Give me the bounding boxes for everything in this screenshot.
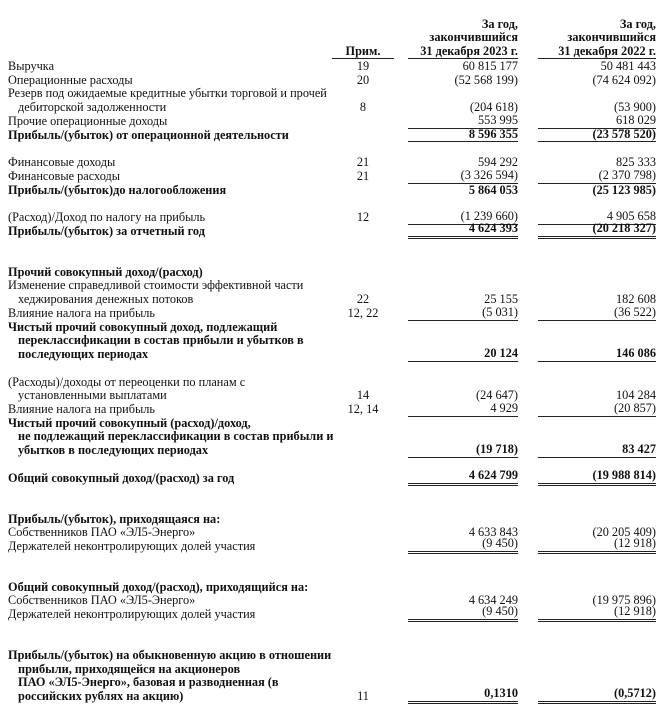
- value-2023: (9 450): [408, 605, 518, 622]
- row-remeasure-tax: [8, 403, 658, 417]
- spacer: [8, 486, 658, 513]
- spacer: [8, 142, 658, 156]
- value-2023: (9 450): [408, 537, 518, 554]
- row-oci-reclass: [8, 321, 658, 362]
- label-line: Изменение справедливой стоимости эффективной части: [8, 278, 304, 293]
- label-line: прибыли, приходящейся на акционеров: [18, 661, 241, 676]
- value-2022: (0,5712): [538, 687, 656, 704]
- value-2023: 4 929: [408, 402, 518, 417]
- row-oci-title: [8, 266, 658, 280]
- row-label: [8, 87, 338, 114]
- header-2023: [408, 18, 518, 60]
- value-2023: 594 292: [478, 155, 518, 170]
- row-label: Держателей неконтролирующих долей участия: [8, 607, 256, 622]
- label-line: убытков в последующих периодах: [18, 443, 209, 458]
- spacer: [8, 554, 658, 581]
- label-line: Прибыль/(убыток) на обыкновенную акцию в отношении: [8, 647, 332, 662]
- label-line: последующих периодах: [18, 346, 149, 361]
- value-2023: 4 624 393: [408, 222, 518, 239]
- header-2022: [538, 18, 656, 60]
- row-note: 14: [356, 388, 370, 403]
- row-label: Финансовые расходы: [8, 168, 121, 183]
- row-label: Держателей неконтролирующих долей участия: [8, 538, 256, 553]
- row-note: 12, 22: [347, 305, 379, 320]
- value-2022: (74 624 092): [592, 72, 656, 87]
- row-label: Влияние налога на прибыль: [8, 305, 155, 320]
- row-label: Операционные расходы: [8, 72, 133, 87]
- value-2023: 4 634 249: [468, 593, 518, 608]
- label-line: Чистый прочий совокупный доход, подлежащий: [8, 319, 278, 334]
- value-2023: 5 864 053: [468, 182, 518, 197]
- value-2022: (2 370 798): [538, 169, 656, 184]
- value-2022: 83 427: [538, 443, 656, 458]
- label-line: дебиторской задолженности: [18, 100, 167, 115]
- row-total-ci: [8, 467, 658, 486]
- spacer: [8, 197, 658, 211]
- row-note: 12, 14: [347, 402, 379, 417]
- section-title: Общий совокупный доход/(расход), приходящийся на:: [8, 579, 309, 594]
- row-op-profit: [8, 126, 658, 143]
- value-2022: (19 988 814): [538, 469, 656, 486]
- row-label: Собственников ПАО «ЭЛ5-Энерго»: [8, 525, 196, 540]
- row-label: Собственников ПАО «ЭЛ5-Энерго»: [8, 593, 196, 608]
- row-note: 11: [357, 688, 369, 703]
- row-note: 19: [356, 59, 370, 73]
- spacer: [8, 362, 658, 376]
- row-note: 20: [356, 72, 370, 87]
- row-profit-nci: [8, 535, 658, 554]
- row-eps: [8, 649, 658, 704]
- row-label: [8, 279, 338, 306]
- header-2023-line3: 31 декабря 2023 г.: [420, 43, 518, 58]
- value-2023: 4 624 799: [408, 469, 518, 486]
- label-line: (Расходы)/доходы от переоценки по планам с: [8, 374, 246, 389]
- header-2023-line1: За год,: [481, 16, 518, 31]
- header-note: Прим.: [332, 45, 394, 60]
- value-2023: (3 326 594): [408, 169, 518, 184]
- row-opex: [8, 74, 658, 88]
- value-2022: 146 086: [538, 347, 656, 362]
- row-note: 22: [356, 292, 370, 307]
- value-2022: (36 522): [538, 306, 656, 321]
- spacer: [8, 239, 658, 266]
- value-2022: (20 205 409): [592, 525, 656, 540]
- value-2022: (23 578 520): [538, 128, 656, 143]
- row-fin-expense: [8, 167, 658, 184]
- value-2022: 50 481 443: [600, 59, 656, 73]
- value-2023: (52 568 199): [454, 72, 518, 87]
- row-ecl: [8, 87, 658, 114]
- header-2023-line2: закончившийся: [429, 30, 518, 44]
- value-2023: 8 596 355: [408, 128, 518, 143]
- table-header: [8, 17, 658, 59]
- value-2022: 104 284: [616, 388, 656, 403]
- row-label: [8, 417, 338, 458]
- row-label: Прибыль/(убыток) от операционной деятельности: [8, 127, 289, 142]
- value-2023: (1 239 660): [408, 210, 518, 225]
- value-2022: 618 029: [538, 114, 656, 129]
- row-label: Финансовые доходы: [8, 155, 116, 170]
- row-hedge-tax: [8, 304, 658, 321]
- label-line: хеджирования денежных потоков: [18, 292, 194, 307]
- row-note: 8: [359, 100, 367, 115]
- value-2022: (12 918): [538, 605, 656, 622]
- row-net-profit: [8, 221, 658, 239]
- value-2022: 825 333: [616, 155, 656, 170]
- label-line: Чистый прочий совокупный (расход)/доход,: [8, 415, 251, 430]
- value-2023: 4 633 843: [468, 525, 518, 540]
- value-2023: 0,1310: [408, 687, 518, 704]
- row-note: 21: [356, 155, 370, 170]
- header-2022-line2: закончившийся: [567, 30, 656, 44]
- row-ci-attr-title: [8, 581, 658, 595]
- row-other-op-income: [8, 112, 658, 129]
- value-2022: 182 608: [616, 292, 656, 307]
- row-label: [8, 649, 338, 704]
- row-pbt: [8, 184, 658, 198]
- row-note: 12: [356, 210, 370, 225]
- section-title: Прочий совокупный доход/(расход): [8, 264, 203, 279]
- value-2023: (5 031): [408, 306, 518, 321]
- value-2023: 20 124: [408, 347, 518, 362]
- value-2022: (19 975 896): [592, 593, 656, 608]
- value-2023: 553 995: [408, 114, 518, 129]
- row-hedge: [8, 279, 658, 306]
- row-revenue: [8, 60, 658, 74]
- value-2022: (12 918): [538, 537, 656, 554]
- statement-rows: [8, 60, 658, 704]
- label-line: установленными выплатами: [18, 388, 167, 403]
- section-title: Прибыль/(убыток), приходящаяся на:: [8, 511, 221, 526]
- row-label: Прочие операционные доходы: [8, 113, 168, 128]
- row-label: [8, 376, 338, 403]
- label-line: ПАО «ЭЛ5-Энерго», базовая и разводненная (в: [18, 675, 279, 690]
- value-2022: (53 900): [613, 100, 656, 115]
- label-line: не подлежащий переклассификации в состав прибыли и: [18, 429, 334, 444]
- spacer: [8, 622, 658, 649]
- row-label: Общий совокупный доход/(расход) за год: [8, 470, 235, 485]
- value-2023: (24 647): [475, 388, 518, 403]
- row-label: Выручка: [8, 59, 55, 73]
- row-ci-nci: [8, 604, 658, 622]
- value-2023: (204 618): [469, 100, 518, 115]
- row-fin-income: [8, 156, 658, 170]
- value-2023: 25 155: [484, 292, 518, 307]
- row-label: Влияние налога на прибыль: [8, 402, 155, 417]
- value-2022: 4 905 658: [538, 210, 656, 225]
- row-remeasure: [8, 376, 658, 403]
- value-2022: (20 218 327): [538, 222, 656, 239]
- label-line: переклассификации в состав прибыли и убытков в: [18, 333, 304, 348]
- row-note: 21: [356, 168, 370, 183]
- header-2022-line1: За год,: [619, 16, 656, 31]
- label-line: Резерв под ожидаемые кредитные убытки торговой и прочей: [8, 86, 327, 101]
- row-label: (Расход)/Доход по налогу на прибыль: [8, 210, 206, 225]
- row-label: Прибыль/(убыток) за отчетный год: [8, 224, 205, 239]
- value-2023: 60 815 177: [462, 59, 518, 73]
- row-label: [8, 321, 338, 362]
- label-line: российских рублях на акцию): [18, 688, 184, 703]
- header-2022-line3: 31 декабря 2022 г.: [558, 43, 656, 58]
- row-label: Прибыль/(убыток)до налогообложения: [8, 182, 227, 197]
- row-profit-attr-title: [8, 513, 658, 527]
- value-2022: (25 123 985): [592, 182, 656, 197]
- value-2022: (20 857): [538, 402, 656, 417]
- value-2023: (19 718): [408, 443, 518, 458]
- row-oci-noreclass: [8, 417, 658, 458]
